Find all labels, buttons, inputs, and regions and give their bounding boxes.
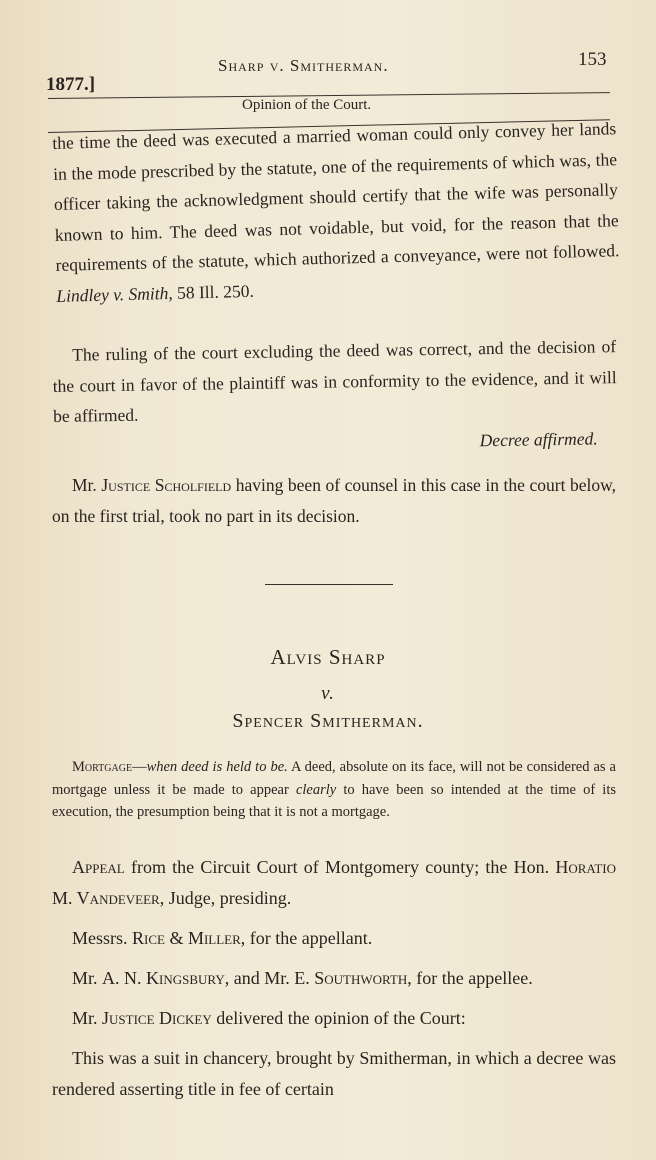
appeal-text: from the Circuit Court of Montgomery county; the Hon. — [130, 857, 550, 877]
appeal-label: Appeal — [72, 857, 125, 877]
opening-paragraph: This was a suit in chancery, brought by Smitherman, in which a decree was rendered asserting title in fee of certain — [52, 1048, 616, 1099]
recusal-text: having been of counsel in this case in the court below, on the first trial, took no part in its decision. — [52, 475, 616, 526]
case-appellee: Spencer Smitherman. — [232, 710, 424, 732]
headnote-text-2: to have been so intended at the time of its execution, the presumption being that it is not a mortgage. — [52, 781, 617, 820]
paragraph-2-text: The ruling of the court excluding the deed was correct, and the decision of the court in favor of the plaintiff was in conformity to the evidence, and it will be affirmed. — [52, 336, 617, 426]
appellant-counsel-line — [52, 923, 616, 954]
section-heading: Opinion of the Court. — [242, 97, 372, 113]
opinion-paragraph-1 — [52, 113, 621, 311]
headnote-text-1: A deed, absolute on its face, will not be considered as a mortgage unless it be made to appear — [52, 759, 616, 798]
counsel-1-names: Rice & Miller, — [132, 928, 246, 948]
opinion-justice: Justice Dickey — [102, 1008, 212, 1028]
headnote-emphasis: clearly — [295, 781, 337, 798]
counsel-1-prefix: Messrs. — [72, 928, 128, 948]
decree-line: Decree affirmed. — [479, 427, 598, 450]
headnote — [52, 756, 616, 824]
counsel-2-name-b: E. Southworth, — [294, 968, 412, 988]
opinion-text: delivered the opinion of the Court: — [216, 1008, 466, 1028]
running-title: Sharp v. Smitherman. — [218, 56, 389, 75]
citation-reference: 58 Ill. 250. — [176, 280, 255, 303]
counsel-2-name-a: A. N. Kingsbury, — [102, 968, 230, 988]
judge-name: Horatio M. Vandeveer, — [52, 857, 617, 908]
counsel-2-mid: and Mr. — [233, 968, 290, 988]
header-year: 1877.] — [46, 74, 96, 95]
headnote-topic: Mortgage— — [72, 759, 147, 775]
citation-case: Lindley v. Smith, — [56, 282, 173, 306]
opinion-delivery-line — [52, 1003, 616, 1034]
counsel-2-role: for the appellee. — [416, 968, 533, 988]
case-separator — [265, 584, 393, 585]
appellee-counsel-line — [52, 963, 616, 994]
case-appellant: Alvis Sharp — [270, 645, 386, 669]
opinion-paragraph-2 — [52, 331, 618, 462]
appeal-line — [52, 852, 616, 914]
recusal-note — [52, 470, 616, 531]
paragraph-1-text: the time the deed was executed a married woman could only convey her lands in the mode prescribed by the statute, one of the requirements of which was, the officer taking the acknowledgment should certify that the wife was personally known to him. The deed was not voidable, but void, for the reason that the requirements of the statute, which authorized a conveyance, were not followed. — [52, 118, 620, 275]
opinion-prefix: Mr. — [72, 1008, 98, 1028]
recusal-prefix: Mr. — [72, 475, 97, 495]
counsel-2-prefix-a: Mr. — [72, 968, 98, 988]
headnote-subtopic: when deed is held to be. — [146, 759, 288, 775]
recusal-justice: Justice Scholfield — [101, 475, 232, 495]
case-versus: v. — [321, 683, 335, 704]
judge-suffix: Judge, presiding. — [168, 888, 292, 908]
case-details — [52, 852, 616, 1114]
counsel-1-role: for the appellant. — [249, 928, 373, 948]
page-number: 153 — [578, 49, 607, 70]
